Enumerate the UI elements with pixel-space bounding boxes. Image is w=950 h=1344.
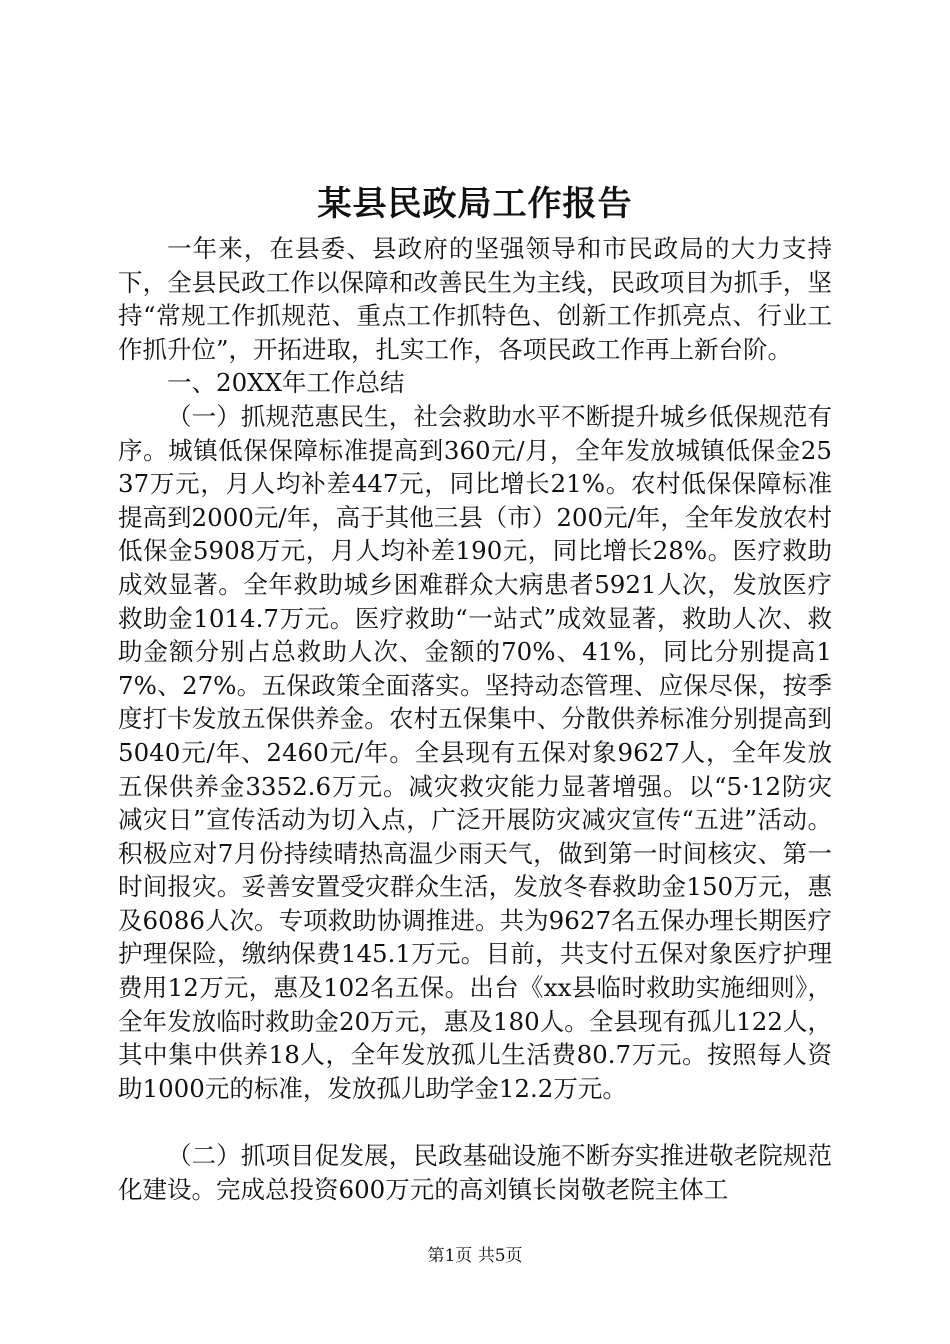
section-two-paragraph: （二）抓项目促发展，民政基础设施不断夯实推进敬老院规范化建设。完成总投资600万元的高刘镇长岗敬老院主体工 bbox=[118, 1141, 832, 1205]
intro-paragraph: 一年来，在县委、县政府的坚强领导和市民政局的大力支持下，全县民政工作以保障和改善民生为主线，民政项目为抓手，坚持“常规工作抓规范、重点工作抓特色、创新工作抓亮点、行业工作抓升位”，开拓进取，扎实工作，各项民政工作再上新台阶。 bbox=[118, 234, 832, 364]
document-body bbox=[118, 232, 832, 1207]
document-title: 某县民政局工作报告 bbox=[317, 184, 633, 224]
section-heading: 一、20XX年工作总结 bbox=[167, 368, 405, 398]
page-footer: 第1页 共5页 bbox=[427, 1246, 523, 1266]
section-one-paragraph: （一）抓规范惠民生，社会救助水平不断提升城乡低保规范有序。城镇低保保障标准提高到360元/月，全年发放城镇低保金2537万元，月人均补差447元，同比增长21%。农村低保保障标准提高到2000元/年，高于其他三县（市）200元/年，全年发放农村低保金5908万元，月人均补差190元，同比增长28%。医疗救助成效显著。全年救助城乡困难群众大病患者5921人次，发放医疗救助金1014.7万元。医疗救助“一站式”成效显著，救助人次、救助金额分别占总救助人次、金额的70%、41%，同比分别提高17%、27%。五保政策全面落实。坚持动态管理、应保尽保，按季度打卡发放五保供养金。农村五保集中、分散供养标准分别提高到5040元/年、2460元/年。全县现有五保对象9627人，全年发放五保供养金3352.6万元。减灾救灾能力显著增强。以“5·12防灾减灾日”宣传活动为切入点，广泛开展防灾减灾宣传“五进”活动。积极应对7月份持续晴热高温少雨天气，做到第一时间核灾、第一时间报灾。妥善安置受灾群众生活，发放冬春救助金150万元，惠及6086人次。专项救助协调推进。共为9627名五保办理长期医疗护理保险，缴纳保费145.1万元。目前，共支付五保对象医疗护理费用12万元，惠及102名五保。出台《xx县临时救助实施细则》，全年发放临时救助金20万元，惠及180人。全县现有孤儿122人，其中集中供养18人，全年发放孤儿生活费80.7万元。按照每人资助1000元的标准，发放孤儿助学金12.2万元。 bbox=[118, 401, 832, 1103]
